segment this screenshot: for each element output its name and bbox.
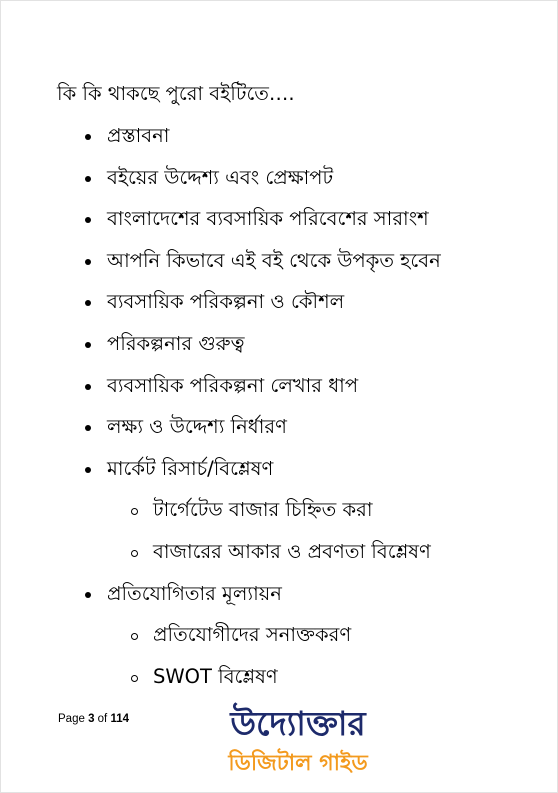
bullet-icon (85, 425, 91, 431)
list-item-text: প্রস্তাবনা (107, 124, 170, 147)
bullet-icon (85, 467, 91, 473)
page-total: 114 (110, 713, 130, 725)
list-item-text: টার্গেটেড বাজার চিহ্নিত করা (153, 498, 373, 522)
page-number (58, 713, 129, 725)
bullet-icon (85, 259, 91, 265)
list-item-text: ব্যবসায়িক পরিকল্পনা লেখার ধাপ (107, 373, 359, 397)
list-item-text: বইয়ের উদ্দেশ্য এবং প্রেক্ষাপট (107, 165, 334, 189)
list-item-text: ব্যবসায়িক পরিকল্পনা ও কৌশল (107, 290, 345, 314)
list-item-text: মার্কেট রিসার্চ/বিশ্লেষণ (107, 456, 274, 480)
circle-bullet-icon (131, 508, 138, 515)
bullet-icon (85, 176, 91, 182)
circle-bullet-icon (131, 675, 138, 682)
list-item-text: আপনি কিভাবে এই বই থেকে উপকৃত হবেন (107, 248, 441, 272)
list-item-text: বাংলাদেশের ব্যবসায়িক পরিবেশের সারাংশ (107, 207, 429, 231)
list-item-text: পরিকল্পনার গুরুত্ব (107, 332, 245, 355)
list-item-text: প্রতিযোগিতার মূল্যায়ন (107, 581, 282, 605)
brand-logo (223, 701, 373, 789)
intro-heading: কি কি থাকছে পুরো বইটিতে…. (57, 82, 295, 105)
bullet-icon (85, 300, 91, 306)
bullet-icon (85, 134, 91, 140)
logo-line-2: ডিজিটাল গাইড (228, 751, 368, 776)
page-mid: of (94, 713, 111, 725)
bullet-icon (85, 592, 91, 598)
bullet-icon (85, 342, 91, 348)
bullet-icon (85, 384, 91, 390)
page-current: 3 (88, 713, 95, 725)
circle-bullet-icon (131, 633, 138, 640)
circle-bullet-icon (131, 550, 138, 557)
bullet-icon (85, 217, 91, 223)
list-item-text: লক্ষ্য ও উদ্দেশ্য নির্ধারণ (107, 415, 287, 439)
page-prefix: Page (58, 713, 89, 725)
logo-line-1: উদ্যোক্তার (230, 704, 366, 743)
list-item-text: SWOT বিশ্লেষণ (153, 664, 278, 688)
list-item-text: প্রতিযোগীদের সনাক্তকরণ (153, 623, 352, 647)
list-item-text: বাজারের আকার ও প্রবণতা বিশ্লেষণ (153, 540, 431, 563)
